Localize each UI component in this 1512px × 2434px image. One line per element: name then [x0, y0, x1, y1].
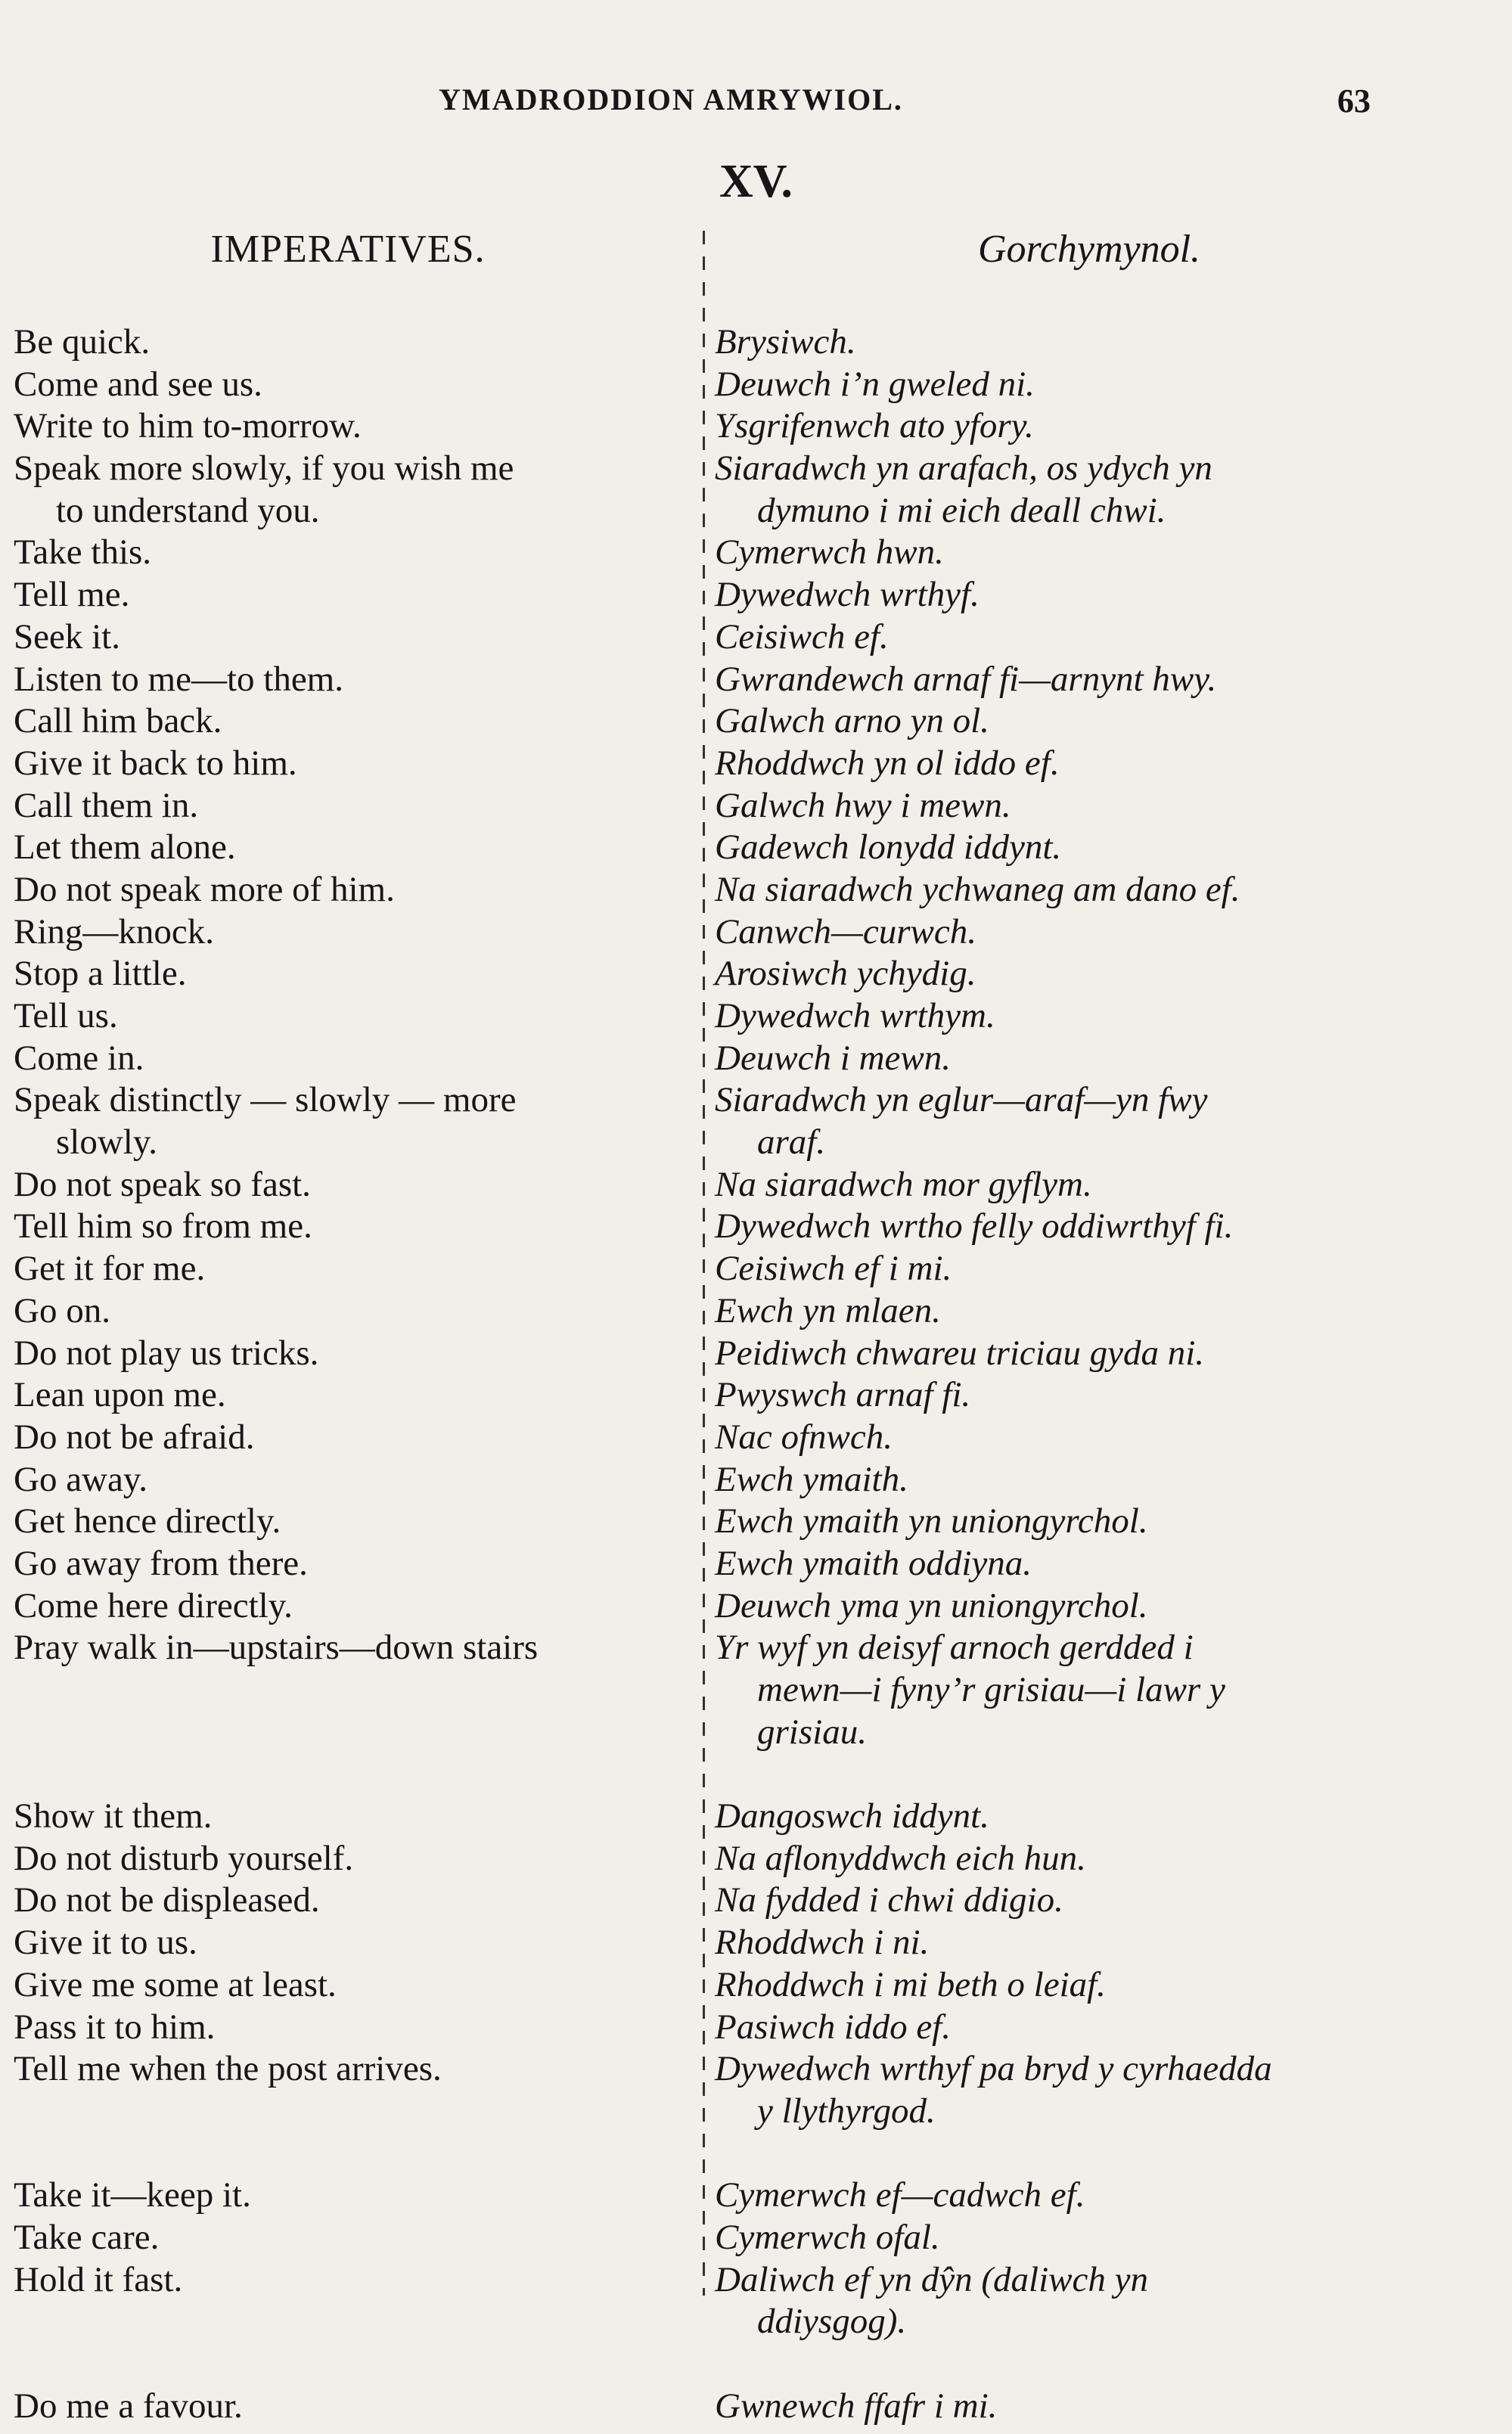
welsh-phrase-line: Siaradwch yn arafach, os ydych yn: [715, 449, 1212, 489]
welsh-phrase-line: Brysiwch.: [715, 322, 856, 362]
welsh-phrase-line: Gadewch lonydd iddynt.: [715, 827, 1062, 868]
english-phrase-line: Hold it fast.: [14, 2259, 183, 2299]
english-phrase: [14, 743, 698, 785]
english-phrase: [14, 1417, 698, 1459]
welsh-column: [715, 321, 1411, 2427]
english-phrase: [14, 911, 698, 954]
welsh-phrase: [715, 1417, 1411, 1459]
english-phrase-line: Write to him to-morrow.: [14, 406, 362, 446]
english-phrase-line: Tell him so from me.: [14, 1206, 312, 1246]
welsh-phrase: [715, 1796, 1411, 1838]
english-phrase: [14, 1880, 698, 1922]
welsh-phrase-line: mewn—i fyny’r grisiau—i lawr y: [757, 1670, 1225, 1709]
welsh-phrase: [715, 2386, 1411, 2428]
welsh-phrase-line: Ewch ymaith yn uniongyrchol.: [715, 1501, 1148, 1541]
welsh-phrase: [715, 1164, 1411, 1206]
welsh-phrase: [715, 1880, 1411, 1922]
english-phrase-line: Tell me when the post arrives.: [14, 2049, 442, 2089]
welsh-phrase-line: Rhoddwch i ni.: [715, 1923, 930, 1963]
english-phrase: [14, 785, 698, 827]
english-phrase-line: Tell us.: [14, 996, 118, 1035]
welsh-phrase: [715, 1543, 1411, 1585]
welsh-phrase-line: Canwch—curwch.: [715, 911, 976, 952]
english-column-heading: IMPERATIVES.: [210, 228, 486, 271]
english-phrase: [14, 953, 698, 995]
welsh-phrase-line: Yr wyf yn deisyf arnoch gerdded i: [715, 1628, 1194, 1668]
blank-gap: [14, 2343, 698, 2386]
welsh-phrase-line: Ewch yn mlaen.: [715, 1290, 941, 1330]
english-phrase-line: Speak more slowly, if you wish me: [14, 449, 514, 489]
english-phrase-line: Go away from there.: [14, 1543, 308, 1583]
welsh-phrase-line: Ysgrifenwch ato yfory.: [715, 406, 1034, 446]
english-phrase-line: Stop a little.: [14, 954, 187, 994]
welsh-phrase-line: Na fydded i chwi ddigio.: [715, 1880, 1063, 1920]
welsh-phrase: [715, 869, 1411, 911]
english-phrase-line: [14, 2091, 698, 2133]
english-phrase: [14, 1585, 698, 1628]
english-phrase: [14, 1922, 698, 1964]
welsh-phrase: [715, 953, 1411, 995]
welsh-phrase-line: Na siaradwch ychwaneg am dano ef.: [715, 869, 1240, 909]
welsh-phrase: [715, 1459, 1411, 1501]
welsh-phrase: [715, 532, 1411, 574]
welsh-phrase: [715, 1585, 1411, 1628]
english-phrase-line: Show it them.: [14, 1796, 213, 1836]
english-phrase: [14, 869, 698, 911]
blank-gap: [715, 1753, 1411, 1796]
english-phrase-line: Get hence directly.: [14, 1501, 281, 1541]
english-phrase-line: Do not speak so fast.: [14, 1164, 311, 1204]
welsh-phrase-line: Siaradwch yn eglur—araf—yn fwy: [715, 1080, 1208, 1120]
welsh-phrase-line: Galwch hwy i mewn.: [715, 785, 1011, 825]
welsh-phrase: [715, 1206, 1411, 1248]
blank-gap: [14, 1753, 698, 1796]
welsh-phrase: [715, 405, 1411, 448]
welsh-phrase-line: Daliwch ef yn dŷn (daliwch yn: [715, 2259, 1148, 2299]
welsh-phrase-line: Cymerwch ef—cadwch ef.: [715, 2175, 1085, 2215]
english-phrase: [14, 2259, 698, 2343]
welsh-phrase: [715, 1922, 1411, 1964]
english-phrase: [14, 2175, 698, 2217]
welsh-phrase: [715, 364, 1411, 406]
english-phrase-line: Be quick.: [14, 322, 151, 362]
welsh-phrase: [715, 2217, 1411, 2259]
english-phrase: [14, 1290, 698, 1333]
welsh-phrase-line: Nac ofnwch.: [715, 1417, 893, 1457]
welsh-phrase-line: Ceisiwch ef.: [715, 616, 889, 657]
english-phrase-line: Let them alone.: [14, 827, 236, 868]
welsh-phrase: [715, 1964, 1411, 2007]
welsh-phrase: [715, 574, 1411, 616]
welsh-phrase-line: Ceisiwch ef i mi.: [715, 1249, 952, 1289]
welsh-phrase-line: Dywedwch wrthyf pa bryd y cyrhaedda: [715, 2049, 1272, 2089]
english-phrase-line: Do not be displeased.: [14, 1880, 320, 1920]
english-phrase-line: Give it back to him.: [14, 743, 297, 783]
welsh-phrase-line: Ewch ymaith oddiyna.: [715, 1543, 1032, 1583]
english-phrase-line: Call them in.: [14, 785, 199, 825]
english-phrase: [14, 574, 698, 616]
english-phrase-line: Come here directly.: [14, 1585, 293, 1625]
english-phrase-line: Listen to me—to them.: [14, 659, 343, 699]
welsh-phrase-line: Deuwch i’n gweled ni.: [715, 364, 1035, 404]
english-phrase-line: Do not disturb yourself.: [14, 1838, 354, 1878]
blank-gap: [14, 2133, 698, 2175]
welsh-phrase-line: Dangoswch iddynt.: [715, 1796, 989, 1836]
running-head-title: YMADRODDION AMRYWIOL.: [439, 82, 903, 116]
welsh-phrase-line: y llythyrgod.: [757, 2091, 936, 2131]
welsh-phrase: [715, 1038, 1411, 1080]
welsh-phrase: [715, 1290, 1411, 1333]
english-phrase-line: Go on.: [14, 1290, 110, 1330]
welsh-phrase: [715, 616, 1411, 659]
english-phrase: [14, 1627, 698, 1753]
english-phrase: [14, 1459, 698, 1501]
english-phrase-line: Call him back.: [14, 701, 222, 741]
english-phrase-line: Pass it to him.: [14, 2007, 216, 2047]
english-phrase-line: Come in.: [14, 1038, 144, 1078]
english-phrase: [14, 700, 698, 743]
welsh-phrase: [715, 659, 1411, 701]
welsh-phrase-line: dymuno i mi eich deall chwi.: [757, 490, 1166, 530]
english-phrase-line: Come and see us.: [14, 364, 262, 404]
welsh-phrase-line: Arosiwch ychydig.: [715, 954, 976, 994]
english-phrase-line: Give it to us.: [14, 1923, 197, 1963]
english-phrase: [14, 1079, 698, 1163]
english-column: [14, 321, 698, 2427]
welsh-phrase: [715, 911, 1411, 954]
english-phrase: [14, 2217, 698, 2259]
page-number: 63: [1337, 82, 1371, 120]
english-phrase-line: Take it—keep it.: [14, 2175, 251, 2215]
welsh-phrase-line: araf.: [757, 1122, 826, 1163]
english-phrase: [14, 405, 698, 448]
english-phrase-line: Tell me.: [14, 575, 130, 615]
column-divider: [703, 231, 705, 2296]
welsh-phrase-line: Na siaradwch mor gyflym.: [715, 1164, 1092, 1204]
welsh-phrase: [715, 785, 1411, 827]
english-phrase: [14, 2386, 698, 2428]
welsh-phrase-line: Galwch arno yn ol.: [715, 701, 989, 741]
english-phrase: [14, 1206, 698, 1248]
welsh-phrase: [715, 1501, 1411, 1543]
english-phrase-line: Speak distinctly — slowly — more: [14, 1080, 517, 1120]
english-phrase: [14, 1374, 698, 1417]
english-phrase: [14, 659, 698, 701]
welsh-phrase-line: Ewch ymaith.: [715, 1459, 908, 1499]
english-phrase: [14, 1964, 698, 2007]
welsh-phrase: [715, 2175, 1411, 2217]
english-phrase-line: to understand you.: [56, 490, 320, 530]
english-phrase: [14, 1838, 698, 1880]
welsh-phrase-line: Pwyswch arnaf fi.: [715, 1375, 971, 1415]
english-phrase: [14, 1796, 698, 1838]
welsh-phrase-line: Dywedwch wrthym.: [715, 996, 995, 1035]
english-phrase: [14, 616, 698, 659]
welsh-phrase-line: Rhoddwch i mi beth o leiaf.: [715, 1964, 1106, 2004]
english-phrase-line: Ring—knock.: [14, 911, 215, 952]
english-phrase: [14, 995, 698, 1038]
welsh-phrase: [715, 1333, 1411, 1375]
welsh-phrase-line: Pasiwch iddo ef.: [715, 2007, 951, 2047]
english-phrase-line: Do not speak more of him.: [14, 869, 395, 909]
english-phrase-line: Seek it.: [14, 616, 120, 657]
section-number: XV.: [719, 156, 793, 207]
welsh-phrase-line: grisiau.: [757, 1712, 867, 1752]
welsh-phrase-line: Na aflonyddwch eich hun.: [715, 1838, 1086, 1878]
english-phrase: [14, 532, 698, 574]
english-phrase-line: Give me some at least.: [14, 1964, 337, 2004]
english-phrase: [14, 1333, 698, 1375]
english-phrase-line: Take care.: [14, 2217, 160, 2257]
english-phrase: [14, 1543, 698, 1585]
welsh-phrase: [715, 995, 1411, 1038]
english-phrase-line: Get it for me.: [14, 1249, 206, 1289]
english-phrase: [14, 1038, 698, 1080]
welsh-phrase-line: Gwnewch ffafr i mi.: [715, 2386, 998, 2426]
welsh-column-heading: Gorchymynol.: [977, 228, 1201, 271]
english-phrase: [14, 321, 698, 364]
welsh-phrase: [715, 2259, 1411, 2343]
welsh-phrase: [715, 1838, 1411, 1880]
english-phrase-line: Lean upon me.: [14, 1375, 226, 1415]
english-phrase: [14, 1248, 698, 1290]
english-phrase-line: [14, 1669, 698, 1712]
english-phrase: [14, 827, 698, 869]
welsh-phrase-line: Deuwch yma yn uniongyrchol.: [715, 1585, 1148, 1625]
english-phrase: [14, 364, 698, 406]
blank-gap: [715, 2133, 1411, 2175]
english-phrase-line: Take this.: [14, 532, 152, 573]
welsh-phrase: [715, 2048, 1411, 2132]
welsh-phrase-line: Dywedwch wrtho felly oddiwrthyf fi.: [715, 1206, 1234, 1246]
welsh-phrase-line: Deuwch i mewn.: [715, 1038, 951, 1078]
english-phrase: [14, 2048, 698, 2132]
english-phrase: [14, 2007, 698, 2049]
welsh-phrase: [715, 743, 1411, 785]
welsh-phrase: [715, 2007, 1411, 2049]
welsh-phrase: [715, 700, 1411, 743]
welsh-phrase: [715, 321, 1411, 364]
welsh-phrase: [715, 1374, 1411, 1417]
welsh-phrase-line: Dywedwch wrthyf.: [715, 575, 980, 615]
welsh-phrase-line: Cymerwch hwn.: [715, 532, 944, 573]
english-phrase: [14, 1164, 698, 1206]
welsh-phrase: [715, 1248, 1411, 1290]
welsh-phrase-line: Rhoddwch yn ol iddo ef.: [715, 743, 1060, 783]
welsh-phrase: [715, 827, 1411, 869]
english-phrase: [14, 1501, 698, 1543]
english-phrase-line: [14, 2301, 698, 2343]
english-phrase-line: Go away.: [14, 1459, 148, 1499]
english-phrase-line: slowly.: [56, 1122, 158, 1163]
running-head: [0, 82, 1512, 127]
english-phrase-line: Do not play us tricks.: [14, 1333, 319, 1373]
blank-gap: [715, 2343, 1411, 2386]
welsh-phrase-line: Peidiwch chwareu triciau gyda ni.: [715, 1333, 1205, 1373]
welsh-phrase-line: ddiysgog).: [757, 2302, 907, 2342]
welsh-phrase: [715, 1079, 1411, 1163]
english-phrase-line: [14, 1712, 698, 1754]
welsh-phrase-line: Cymerwch ofal.: [715, 2217, 940, 2257]
english-phrase: [14, 448, 698, 532]
english-phrase-line: Do not be afraid.: [14, 1417, 255, 1457]
english-phrase-line: Do me a favour.: [14, 2386, 243, 2426]
welsh-phrase: [715, 1627, 1411, 1753]
welsh-phrase: [715, 448, 1411, 532]
english-phrase-line: Pray walk in—upstairs—down stairs: [14, 1628, 539, 1668]
welsh-phrase-line: Gwrandewch arnaf fi—arnynt hwy.: [715, 659, 1217, 699]
